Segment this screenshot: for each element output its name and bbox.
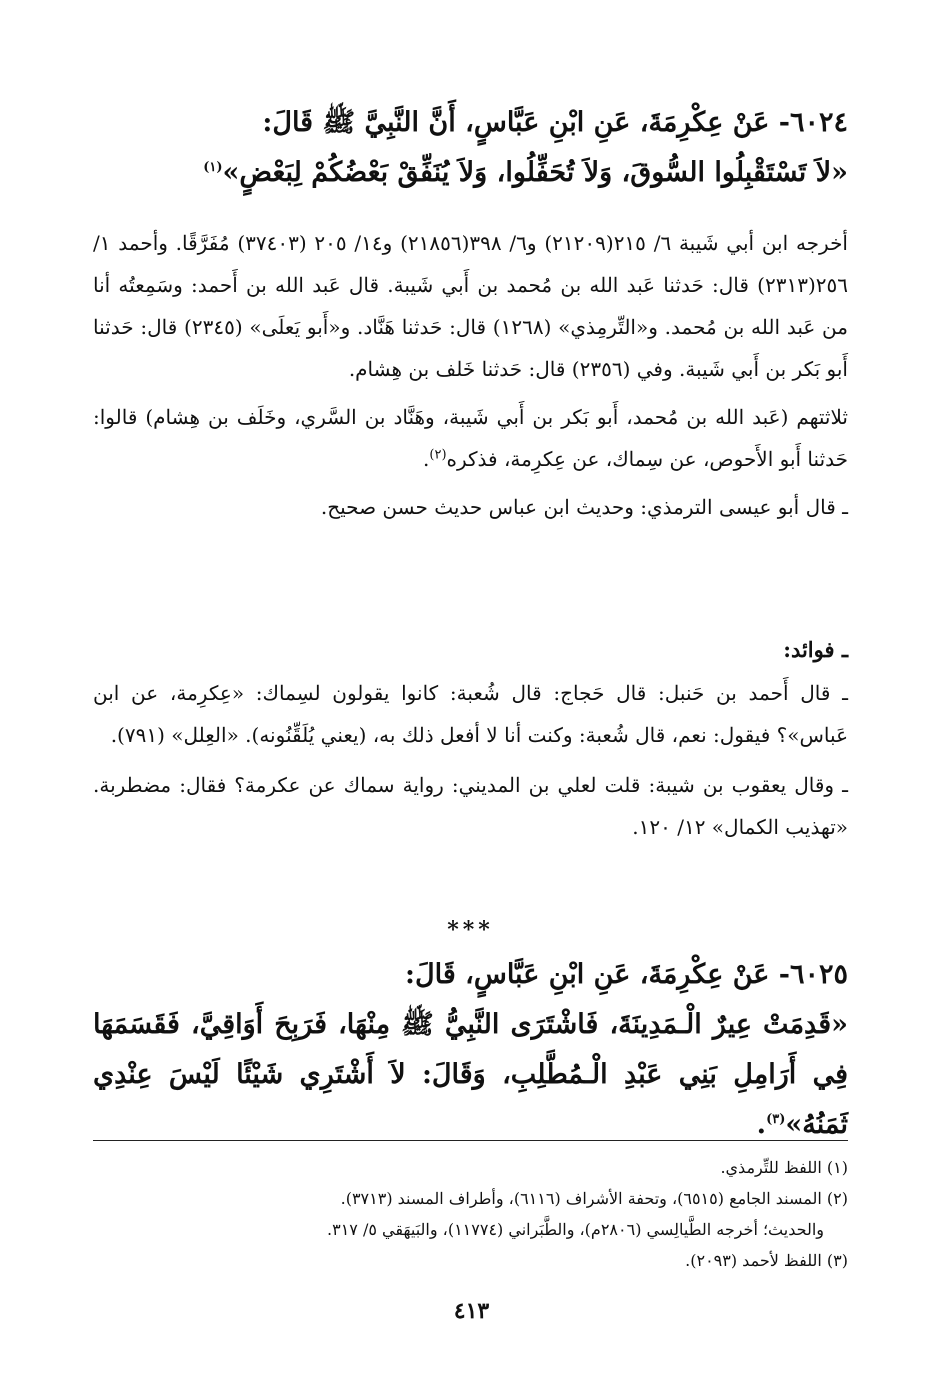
hadith-6025-text: «قَدِمَتْ عِيرٌ الْـمَدِينَةَ، فَاشْتَرَى النَّبِيُّ ﷺ مِنْهَا، فَرَبِحَ أَوَاقِيَّ، فَقَسَمَهَا فِي أَرَامِلِ بَنِي عَبْدِ الْـمُطَّلِبِ، وَقَالَ: لاَ أَشْتَرِي شَيْئًا لَيْسَ عِنْدِي ثَمَنُهُ»$^{(٣)}$. bbox=[93, 1009, 848, 1140]
section-separator bbox=[93, 912, 848, 948]
tirmidhi-grading: ـ قال أبو عيسى الترمذي: وحديث ابن عباس حديث حسن صحيح. bbox=[320, 495, 848, 519]
hadith-6025-matn: «قَدِمَتْ عِيرٌ الْـمَدِينَةَ، فَاشْتَرَى النَّبِيُّ ﷺ مِنْهَا، فَرَبِحَ أَوَاقِيَّ، فَقَسَمَهَا فِي أَرَامِلِ بَنِي عَبْدِ الْـمُطَّلِبِ، وَقَالَ: لاَ أَشْتَرِي شَيْئًا لَيْسَ عِنْدِي ثَمَنُهُ» bbox=[93, 1009, 848, 1140]
stars-separator: *** bbox=[447, 917, 494, 943]
hadith-6024-matn: «لاَ تَسْتَقْبِلُوا السُّوقَ، وَلاَ تُحَفِّلُوا، وَلاَ يُنَفِّقْ بَعْضُكُمْ لِبَعْضٍ» bbox=[222, 157, 848, 188]
takhrij-paragraph-1: أخرجه ابن أبي شَيبة ٦/ ٢١٥(٢١٢٠٩) و٦/ ٣٩٨(٢١٨٥٦) و١٤/ ٢٠٥ (٣٧٤٠٣) مُفَرَّقًا. وأحمد ١/ ٢٥٦(٢٣١٣) قال: حَدثنا عَبد الله بن مُحمد بن أَبي شَيبة. قال عَبد الله بن أَحمد: وسَمِعتُه أنا من عَبد الله بن مُحمد. و«التِّرمِذي» (١٢٦٨) قال: حَدثنا هَنَّاد. و«أَبو يَعلَى» (٢٣٤٥) قال: حَدثنا أَبو بَكر بن أَبي شَيبة. وفي (٢٣٥٦) قال: حَدثنا خَلف بن هِشام. bbox=[93, 231, 848, 381]
fawaid-section bbox=[93, 628, 848, 848]
takhrij-6024 bbox=[93, 222, 848, 528]
footnote-2-continuation: والحديث؛ أخرجه الطَّيالِسي (٢٨٠٦م)، والطَّبَراني (١١٧٧٤)، والبَيهَقي ٥/ ٣١٧. bbox=[327, 1220, 824, 1239]
hadith-6024-text bbox=[93, 148, 848, 198]
hadith-6025-head: ٦٠٢٥- عَنْ عِكْرِمَةَ، عَنِ ابْنِ عَبَّاسٍ، قَالَ: bbox=[405, 959, 848, 990]
page-number: ٤١٣ bbox=[453, 1298, 490, 1324]
takhrij-paragraph-2-text: ثلاثتهم (عَبد الله بن مُحمد، أَبو بَكر بن أَبي شَيبة، وهَنَّاد بن السَّري، وخَلَف بن هِشام) قالوا: حَدثنا أَبو الأَحوص، عن سِماك، عن عِكرِمة، فذكره bbox=[93, 405, 848, 471]
takhrij-paragraph-2: ثلاثتهم (عَبد الله بن مُحمد، أَبو بَكر بن أَبي شَيبة، وهَنَّاد بن السَّري، وخَلَف بن هِشام) قالوا: حَدثنا أَبو الأَحوص، عن سِماك، عن عِكرِمة، فذكره$^{(٢)}$. bbox=[93, 405, 848, 471]
hadith-6024 bbox=[93, 98, 848, 198]
footnote-1: (١) اللفظ للتِّرمذي. bbox=[720, 1158, 848, 1177]
footnote-divider bbox=[93, 1140, 848, 1141]
footnote-ref-2: (٢) bbox=[429, 447, 447, 463]
fawaid-paragraph-1: ـ قال أَحمد بن حَنبل: قال حَجاج: قال شُعبة: كانوا يقولون لسِماك: «عِكرِمة، عن ابن عَباس»؟ فيقول: نعم، قال شُعبة: وكنت أنا لا أفعل ذلك به، (يعني يُلَقِّنُونه). «العِلل» (٧٩١). bbox=[93, 681, 848, 747]
fawaid-heading: ـ فوائد: bbox=[783, 637, 848, 662]
footnotes bbox=[93, 1152, 848, 1276]
footnote-ref-1: (١) bbox=[203, 160, 223, 175]
hadith-6025 bbox=[93, 950, 848, 1150]
footnote-ref-3: (٣) bbox=[766, 1112, 786, 1127]
hadith-6024-head: ٦٠٢٤- عَنْ عِكْرِمَةَ، عَنِ ابْنِ عَبَّاسٍ، أَنَّ النَّبِيَّ ﷺ قَالَ: bbox=[262, 107, 848, 138]
footnote-3: (٣) اللفظ لأحمد (٢٠٩٣). bbox=[685, 1251, 848, 1270]
fawaid-paragraph-2: ـ وقال يعقوب بن شيبة: قلت لعلي بن المديني: رواية سماك عن عكرمة؟ فقال: مضطربة. «تهذيب الكمال» ١٢/ ١٢٠. bbox=[93, 773, 848, 839]
footnote-2: (٢) المسند الجامع (٦٥١٥)، وتحفة الأشراف (٦١١٦)، وأطراف المسند (٣٧١٣). bbox=[340, 1189, 848, 1208]
